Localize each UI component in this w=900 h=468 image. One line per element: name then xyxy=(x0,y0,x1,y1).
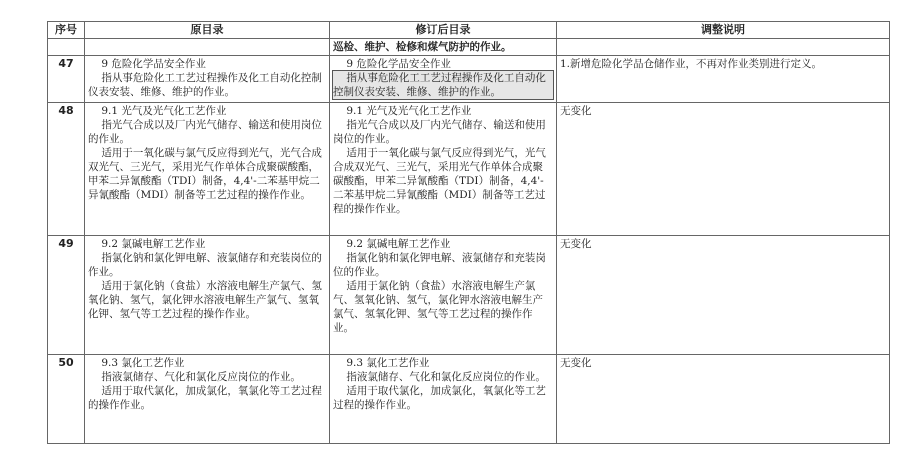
continuation-original-cell xyxy=(85,39,330,56)
note-text: 1.新增危险化学品仓储作业，不再对作业类别进行定义。 xyxy=(560,58,823,70)
original-line: 9.2 氯碱电解工艺作业 xyxy=(88,238,206,250)
row-number: 50 xyxy=(48,355,85,444)
original-cell xyxy=(85,56,330,103)
original-cell xyxy=(85,355,330,444)
header-note: 调整说明 xyxy=(557,22,890,39)
revised-cell xyxy=(330,236,557,355)
table-row xyxy=(48,56,890,103)
revised-line: 9.3 氯化工艺作业 xyxy=(333,357,430,369)
original-line: 指光气合成以及厂内光气储存、输送和使用岗位的作业。 xyxy=(88,119,322,145)
original-line: 指从事危险化工工艺过程操作及化工自动化控制仪表安装、维修、维护的作业。 xyxy=(88,72,322,98)
continuation-row xyxy=(48,39,890,56)
revised-line: 指光气合成以及厂内光气储存、输送和使用岗位的作业。 xyxy=(333,119,546,145)
continuation-note-cell xyxy=(557,39,890,56)
original-line: 9.1 光气及光气化工艺作业 xyxy=(88,105,227,117)
original-line: 指氯化钠和氯化钾电解、液氯储存和充装岗位的作业。 xyxy=(88,252,322,278)
continuation-revised-cell xyxy=(330,39,557,56)
revised-cell xyxy=(330,355,557,444)
revised-line: 适用于氯化钠（食盐）水溶液电解生产氯气、氢氧化钠、氢气，氯化钾水溶液电解生产氯气、氢氧化钾、氢气等工艺过程的操作作业。 xyxy=(333,280,543,334)
header-seq: 序号 xyxy=(48,22,85,39)
table-row xyxy=(48,103,890,236)
header-revised: 修订后目录 xyxy=(330,22,557,39)
continuation-text: 巡检、维护、检修和煤气防护的作业。 xyxy=(333,41,512,53)
revised-line: 9 危险化学品安全作业 xyxy=(333,58,451,70)
revised-line: 9.2 氯碱电解工艺作业 xyxy=(333,238,451,250)
original-line: 9 危险化学品安全作业 xyxy=(88,58,206,70)
revised-line: 适用于取代氯化，加成氯化，氧氯化等工艺过程的操作作业。 xyxy=(333,385,546,411)
note-cell xyxy=(557,103,890,236)
table-row xyxy=(48,355,890,444)
header-row xyxy=(48,22,890,39)
revision-table xyxy=(47,21,890,444)
original-line: 适用于取代氯化，加成氯化，氧氯化等工艺过程的操作作业。 xyxy=(88,385,322,411)
original-line: 9.3 氯化工艺作业 xyxy=(88,357,185,369)
note-text: 无变化 xyxy=(560,238,592,250)
note-cell xyxy=(557,56,890,103)
revised-line: 9.1 光气及光气化工艺作业 xyxy=(333,105,472,117)
original-line: 指液氯储存、气化和氯化反应岗位的作业。 xyxy=(88,371,301,383)
row-number: 47 xyxy=(48,56,85,103)
original-line: 适用于一氧化碳与氯气反应得到光气，光气合成双光气、三光气，采用光气作单体合成聚碳酸酯，甲苯二异氰酸酯（TDI）制备，4,4'-二苯基甲烷二异氰酸酯（MDI）制备等工艺过程的操作作业。 xyxy=(88,147,322,201)
original-cell xyxy=(85,103,330,236)
row-number: 48 xyxy=(48,103,85,236)
original-line: 适用于氯化钠（食盐）水溶液电解生产氯气、氢氧化钠、氢气，氯化钾水溶液电解生产氯气、氢氧化钾、氢气等工艺过程的操作作业。 xyxy=(88,280,322,320)
revised-cell xyxy=(330,103,557,236)
revised-line: 适用于一氧化碳与氯气反应得到光气，光气合成双光气、三光气，采用光气作单体合成聚碳酸酯，甲苯二异氰酸酯（TDI）制备，4,4'-二苯基甲烷二异氰酸酯（MDI）制备等工艺过程的操作作业。 xyxy=(333,147,546,215)
note-cell xyxy=(557,355,890,444)
note-text: 无变化 xyxy=(560,357,592,369)
note-text: 无变化 xyxy=(560,105,592,117)
continuation-seq-cell xyxy=(48,39,85,56)
original-cell xyxy=(85,236,330,355)
note-cell xyxy=(557,236,890,355)
revised-line-highlighted: 指从事危险化工工艺过程操作及化工自动化控制仪表安装、维修、维护的作业。 xyxy=(333,71,553,99)
row-number: 49 xyxy=(48,236,85,355)
revised-line: 指液氯储存、气化和氯化反应岗位的作业。 xyxy=(333,371,546,383)
revised-cell xyxy=(330,56,557,103)
revised-line: 指氯化钠和氯化钾电解、液氯储存和充装岗位的作业。 xyxy=(333,252,546,278)
table-row xyxy=(48,236,890,355)
header-original: 原目录 xyxy=(85,22,330,39)
